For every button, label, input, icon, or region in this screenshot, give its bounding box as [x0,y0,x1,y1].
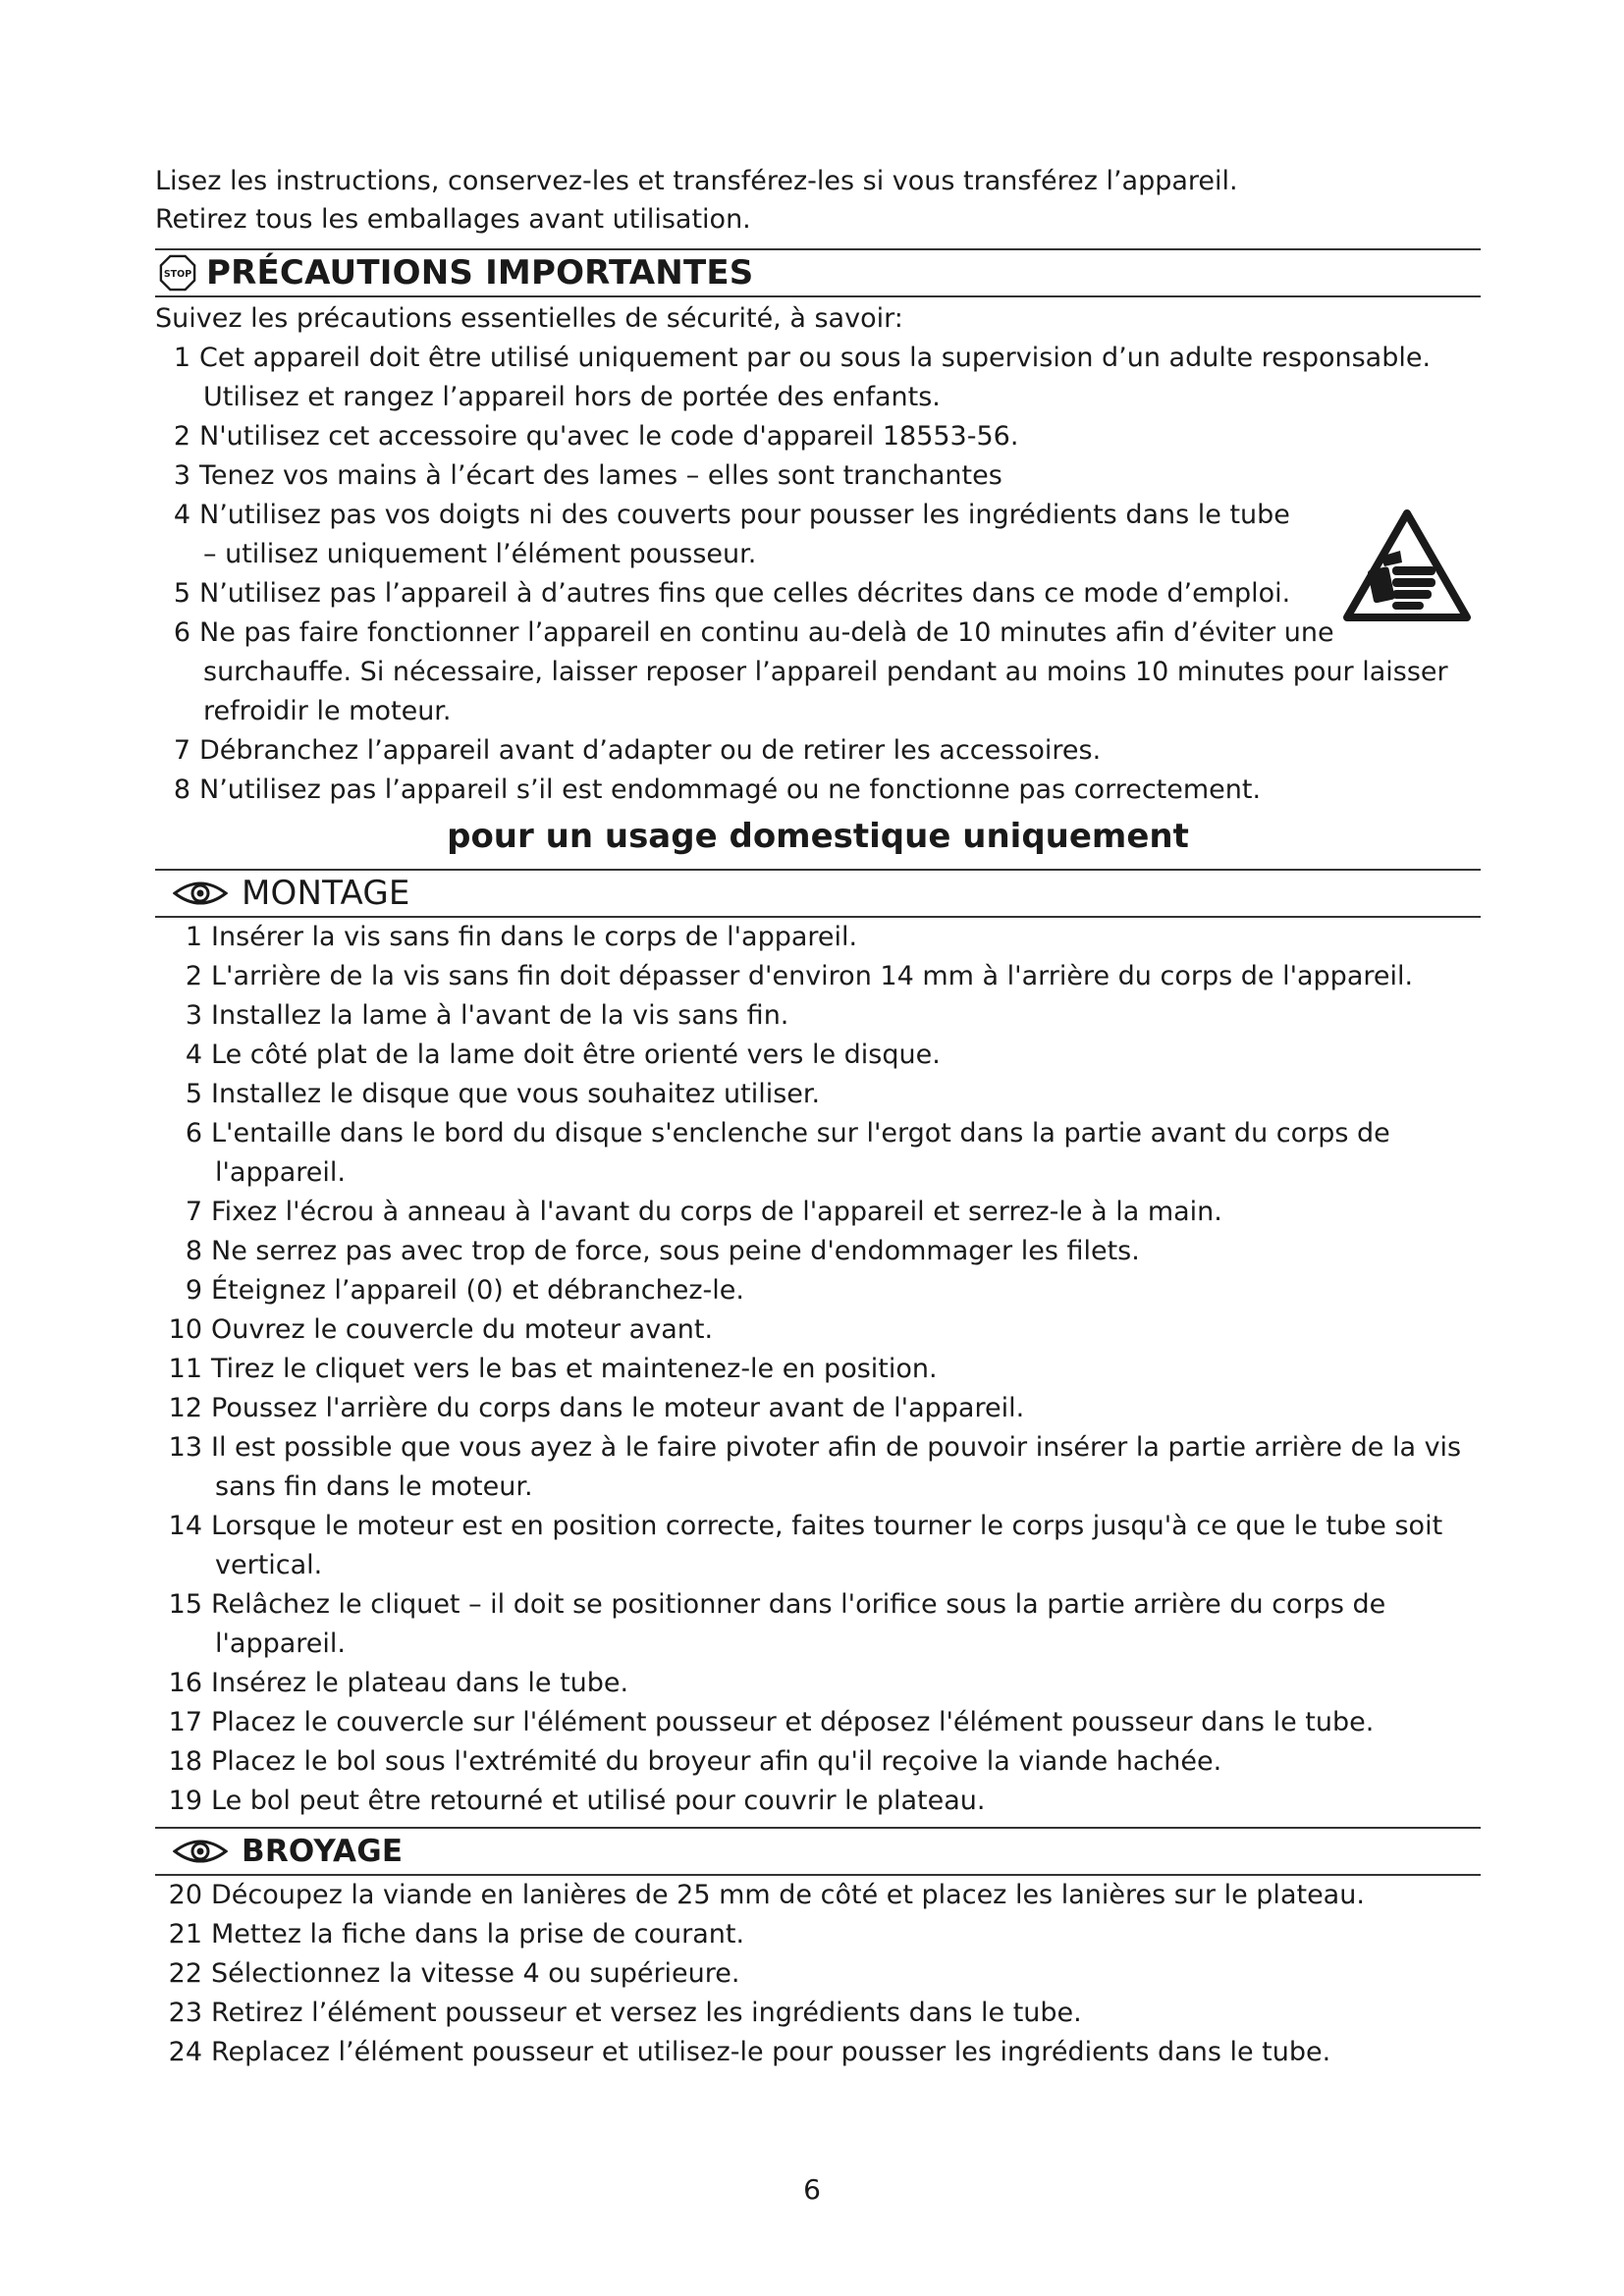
item-line: Il est possible que vous ayez à le faire pivoter afin de pouvoir insérer la partie arrière de la vis [211,1432,1462,1463]
item-line: N'utilisez cet accessoire qu'avec le code d'appareil 18553-56. [199,421,1019,452]
list-item [155,1271,1481,1310]
broyage-title: BROYAGE [242,1834,404,1869]
intro-block [155,162,1481,239]
item-line: Mettez la fiche dans la prise de courant. [211,1919,745,1949]
item-line: Tirez le cliquet vers le bas et maintenez-le en position. [211,1354,938,1384]
list-item [155,1876,1481,1915]
item-text [199,496,1481,574]
item-line: Débranchez l’appareil avant d’adapter ou de retirer les accessoires. [199,735,1102,766]
intro-line: Lisez les instructions, conservez-les et transférez-les si vous transférez l’appareil. [155,166,1238,196]
item-line: Découpez la viande en lanières de 25 mm de côté et placez les lanières sur le plateau. [211,1880,1365,1910]
item-number: 2 [185,961,202,991]
item-line: Placez le bol sous l'extrémité du broyeur afin qu'il reçoive la viande hachée. [211,1746,1222,1777]
item-line: Tenez vos mains à l’écart des lames – elles sont tranchantes [199,460,1002,491]
item-text [211,1114,1481,1193]
item-number: 7 [185,1197,202,1227]
item-text [211,1075,1481,1114]
item-text [199,339,1481,417]
item-number: 15 [168,1589,202,1620]
item-number: 9 [185,1275,202,1306]
stop-icon-text: STOP [163,268,192,280]
list-item [155,1994,1481,2033]
list-item [155,771,1481,810]
intro-line: Retirez tous les emballages avant utilisation. [155,204,751,235]
list-item [155,456,1481,496]
hand-blade-warning-icon [1341,507,1473,623]
item-line: sans fin dans le moteur. [215,1471,533,1502]
list-item [155,1350,1481,1389]
item-line: Insérer la vis sans fin dans le corps de l'appareil. [211,922,858,952]
item-line: Le bol peut être retourné et utilisé pour couvrir le plateau. [211,1786,986,1816]
item-line: Installez la lame à l'avant de la vis sans fin. [211,1000,789,1031]
item-line: Ouvrez le couvercle du moteur avant. [211,1314,714,1345]
item-line: – utilisez uniquement l’élément pousseur. [203,539,757,569]
precautions-lead: Suivez les précautions essentielles de sécurité, à savoir: [155,303,903,334]
item-text [211,996,1481,1036]
list-item [155,1075,1481,1114]
item-line: N’utilisez pas l’appareil s’il est endommagé ou ne fonctionne pas correctement. [199,774,1262,805]
item-text [199,456,1481,496]
item-number: 19 [168,1786,202,1816]
list-item [155,574,1481,614]
list-item [155,1703,1481,1742]
item-number: 14 [168,1511,202,1541]
page-number: 6 [803,2173,821,2206]
item-line: Placez le couvercle sur l'élément pousseur et déposez l'élément pousseur dans le tube. [211,1707,1375,1737]
item-text [199,574,1481,614]
list-item [155,1915,1481,1954]
item-line: Utilisez et rangez l’appareil hors de portée des enfants. [203,382,941,412]
item-text [199,614,1481,731]
item-number: 24 [168,2037,202,2067]
item-text [211,1782,1481,1821]
list-item [155,1742,1481,1782]
item-number: 3 [173,460,190,491]
item-line: Installez le disque que vous souhaitez utiliser. [211,1079,821,1109]
list-item [155,1036,1481,1075]
stop-icon [159,254,196,292]
list-item [155,1585,1481,1664]
item-number: 17 [168,1707,202,1737]
item-number: 16 [168,1668,202,1698]
item-line: Cet appareil doit être utilisé uniquement par ou sous la supervision d’un adulte responsable. [199,343,1432,373]
item-number: 20 [168,1880,202,1910]
list-item [155,1232,1481,1271]
item-line: Lorsque le moteur est en position correcte, faites tourner le corps jusqu'à ce que le tube soit [211,1511,1443,1541]
eye-icon [173,880,228,907]
item-number: 1 [185,922,202,952]
item-text [211,1193,1481,1232]
item-number: 4 [173,500,190,530]
item-line: Ne serrez pas avec trop de force, sous peine d'endommager les filets. [211,1236,1140,1266]
item-number: 2 [173,421,190,452]
precautions-list [155,339,1481,810]
item-line: Relâchez le cliquet – il doit se positionner dans l'orifice sous la partie arrière du corps de [211,1589,1386,1620]
list-item [155,731,1481,771]
item-line: L'arrière de la vis sans fin doit dépasser d'environ 14 mm à l'arrière du corps de l'appareil. [211,961,1414,991]
domestic-use-notice: pour un usage domestique uniquement [447,817,1189,856]
item-number: 13 [168,1432,202,1463]
item-line: Poussez l'arrière du corps dans le moteur avant de l'appareil. [211,1393,1025,1423]
list-item [155,1507,1481,1585]
item-number: 12 [168,1393,202,1423]
item-text [199,417,1481,456]
item-number: 11 [168,1354,202,1384]
item-number: 4 [185,1040,202,1070]
item-line: l'appareil. [215,1629,346,1659]
item-line: L'entaille dans le bord du disque s'enclenche sur l'ergot dans la partie avant du corps de [211,1118,1390,1148]
list-item [155,496,1481,574]
item-number: 5 [173,578,190,609]
item-number: 8 [185,1236,202,1266]
item-text [211,1703,1481,1742]
item-number: 6 [173,617,190,648]
item-line: l'appareil. [215,1157,346,1188]
item-text [211,1271,1481,1310]
item-line: refroidir le moteur. [203,696,452,726]
item-number: 5 [185,1079,202,1109]
item-line: Ne pas faire fonctionner l’appareil en continu au-delà de 10 minutes afin d’éviter une [199,617,1334,648]
precautions-title: PRÉCAUTIONS IMPORTANTES [206,253,754,293]
item-text [211,1389,1481,1428]
item-number: 23 [168,1998,202,2028]
list-item [155,918,1481,957]
item-text [211,1428,1481,1507]
item-number: 18 [168,1746,202,1777]
broyage-list [155,1876,1481,2072]
item-line: Fixez l'écrou à anneau à l'avant du corps de l'appareil et serrez-le à la main. [211,1197,1222,1227]
item-line: vertical. [215,1550,323,1580]
item-number: 6 [185,1118,202,1148]
item-number: 7 [173,735,190,766]
item-number: 10 [168,1314,202,1345]
broyage-header [155,1827,1481,1876]
item-text [211,1876,1481,1915]
list-item [155,614,1481,731]
item-text [211,2033,1481,2072]
montage-list [155,918,1481,1821]
item-number: 1 [173,343,190,373]
item-line: Sélectionnez la vitesse 4 ou supérieure. [211,1958,740,1989]
list-item [155,2033,1481,2072]
item-line: Le côté plat de la lame doit être orienté vers le disque. [211,1040,941,1070]
list-item [155,1664,1481,1703]
item-number: 3 [185,1000,202,1031]
item-line: Retirez l’élément pousseur et versez les ingrédients dans le tube. [211,1998,1082,2028]
list-item [155,339,1481,417]
list-item [155,1954,1481,1994]
list-item [155,1193,1481,1232]
item-line: Éteignez l’appareil (0) et débranchez-le. [211,1275,744,1306]
item-line: Insérez le plateau dans le tube. [211,1668,629,1698]
item-text [211,1664,1481,1703]
item-number: 22 [168,1958,202,1989]
item-line: N’utilisez pas vos doigts ni des couverts pour pousser les ingrédients dans le tube [199,500,1290,530]
list-item [155,417,1481,456]
list-item [155,1114,1481,1193]
montage-header [155,869,1481,918]
item-text [199,771,1481,810]
item-text [211,1585,1481,1664]
item-line: Replacez l’élément pousseur et utilisez-le pour pousser les ingrédients dans le tube. [211,2037,1331,2067]
list-item [155,1428,1481,1507]
list-item [155,957,1481,996]
precautions-header [155,248,1481,297]
item-text [211,1232,1481,1271]
item-text [211,1350,1481,1389]
list-item [155,1389,1481,1428]
item-text [211,918,1481,957]
item-text [211,1310,1481,1350]
list-item [155,1782,1481,1821]
item-line: surchauffe. Si nécessaire, laisser reposer l’appareil pendant au moins 10 minutes pour laisser [203,657,1448,687]
item-text [211,957,1481,996]
item-text [211,1994,1481,2033]
eye-icon [173,1838,228,1865]
item-text [199,731,1481,771]
item-text [211,1742,1481,1782]
item-text [211,1036,1481,1075]
item-text [211,1954,1481,1994]
list-item [155,996,1481,1036]
item-line: N’utilisez pas l’appareil à d’autres fins que celles décrites dans ce mode d’emploi. [199,578,1291,609]
list-item [155,1310,1481,1350]
item-text [211,1507,1481,1585]
manual-page [155,162,1481,2072]
item-number: 8 [173,774,190,805]
montage-title: MONTAGE [242,874,410,913]
item-number: 21 [168,1919,202,1949]
item-text [211,1915,1481,1954]
